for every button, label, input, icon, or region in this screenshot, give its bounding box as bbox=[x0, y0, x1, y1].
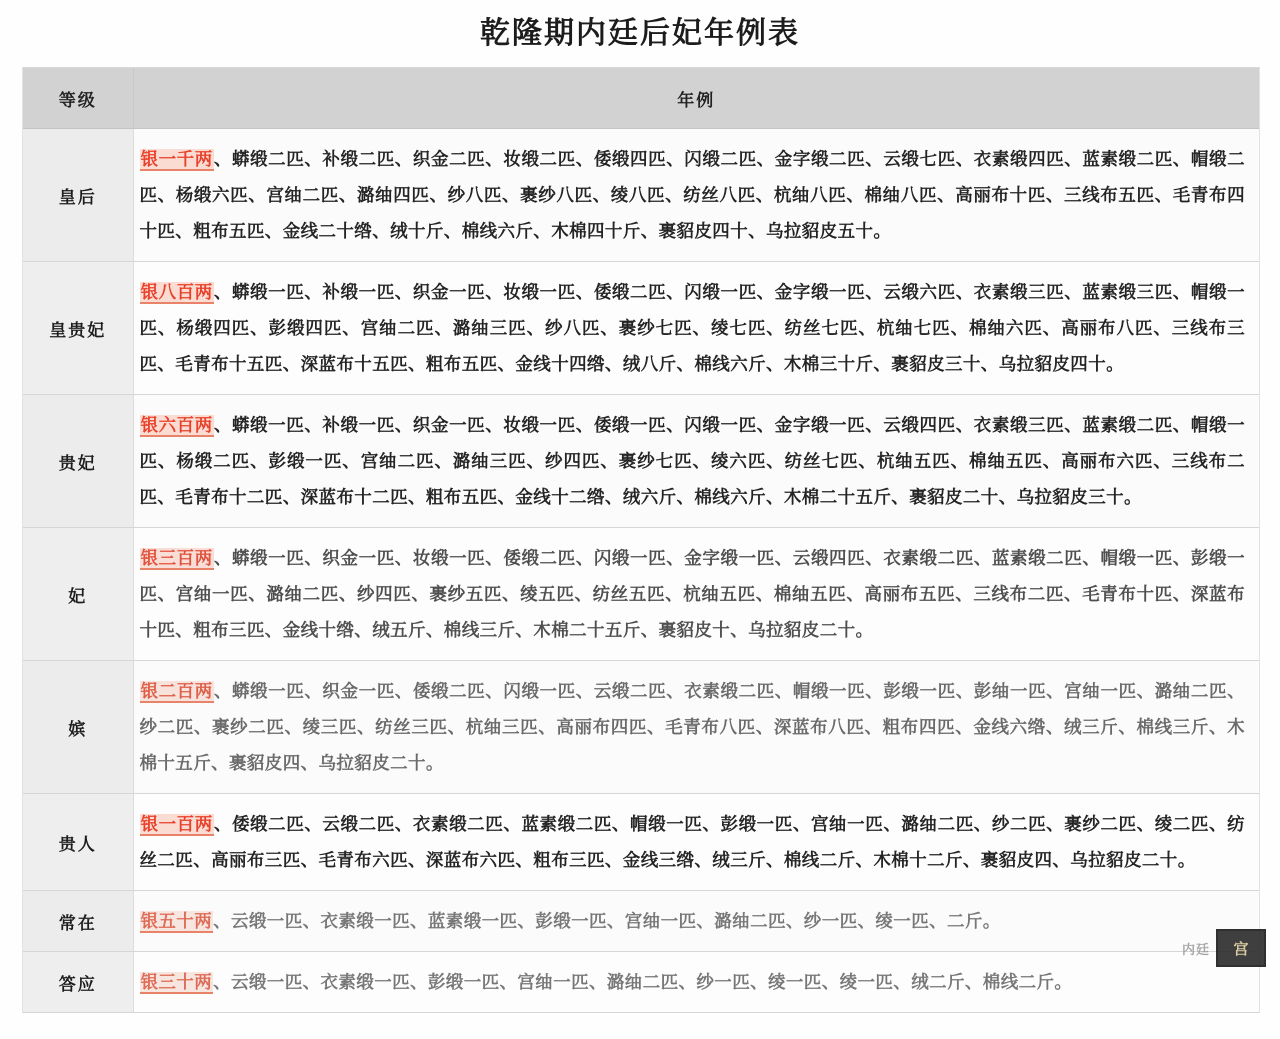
column-header-rank: 等级 bbox=[23, 68, 133, 129]
entry-cell bbox=[133, 661, 1259, 794]
silver-amount: 银二百两 bbox=[140, 681, 213, 701]
entry-cell bbox=[133, 129, 1259, 262]
watermark-logo-icon: 宫 bbox=[1216, 929, 1266, 967]
table-row bbox=[23, 952, 1259, 1013]
rank-cell: 常在 bbox=[23, 891, 133, 952]
silver-amount: 银三十两 bbox=[140, 972, 213, 992]
entry-text: 、蟒缎二匹、补缎二匹、织金二匹、妆缎二匹、倭缎四匹、闪缎二匹、金字缎二匹、云缎七匹、衣素缎四匹、蓝素缎二匹、帽缎二匹、杨缎六匹、宫䌷二匹、潞䌷四匹、纱八匹、裹纱八匹、绫八匹、纺丝八匹、杭䌷八匹、棉䌷八匹、高丽布十匹、三线布五匹、毛青布四十匹、粗布五匹、金线二十绺、绒十斤、棉线六斤、木棉四十斤、裹貂皮四十、乌拉貂皮五十。 bbox=[139, 149, 1245, 241]
entry-text: 、倭缎二匹、云缎二匹、衣素缎二匹、蓝素缎二匹、帽缎一匹、彭缎一匹、宫䌷一匹、潞䌷二匹、纱二匹、裹纱二匹、绫二匹、纺丝二匹、高丽布三匹、毛青布六匹、深蓝布六匹、粗布三匹、金线三绺、绒三斤、棉线二斤、木棉十二斤、裹貂皮四、乌拉貂皮二十。 bbox=[139, 814, 1245, 870]
table-row bbox=[23, 528, 1259, 661]
table-header-row bbox=[23, 68, 1259, 129]
entry-cell bbox=[133, 952, 1259, 1013]
silver-amount: 银五十两 bbox=[140, 911, 213, 931]
rank-cell: 皇贵妃 bbox=[23, 262, 133, 395]
annual-allowance-table bbox=[23, 68, 1259, 1013]
page-title: 乾隆期内廷后妃年例表 bbox=[480, 17, 800, 50]
entry-text: 、蟒缎一匹、补缎一匹、织金一匹、妆缎一匹、倭缎二匹、闪缎一匹、金字缎一匹、云缎六匹、衣素缎三匹、蓝素缎三匹、帽缎一匹、杨缎四匹、彭缎四匹、宫䌷二匹、潞䌷三匹、纱八匹、裹纱七匹、绫七匹、纺丝七匹、杭䌷七匹、棉䌷六匹、高丽布八匹、三线布三匹、毛青布十五匹、深蓝布十五匹、粗布五匹、金线十四绺、绒八斤、棉线六斤、木棉三十斤、裹貂皮三十、乌拉貂皮四十。 bbox=[139, 282, 1245, 374]
table-header bbox=[23, 68, 1259, 129]
entry-text: 、蟒缎一匹、织金一匹、妆缎一匹、倭缎二匹、闪缎一匹、金字缎一匹、云缎四匹、衣素缎二匹、蓝素缎二匹、帽缎一匹、彭缎一匹、宫䌷一匹、潞䌷二匹、纱四匹、裹纱五匹、绫五匹、纺丝五匹、杭䌷五匹、棉䌷五匹、高丽布五匹、三线布二匹、毛青布十匹、深蓝布十匹、粗布三匹、金线十绺、绒五斤、棉线三斤、木棉二十五斤、裹貂皮十、乌拉貂皮二十。 bbox=[139, 548, 1245, 640]
silver-amount: 银六百两 bbox=[140, 415, 213, 435]
watermark bbox=[1182, 929, 1266, 967]
entry-text: 、蟒缎一匹、补缎一匹、织金一匹、妆缎一匹、倭缎一匹、闪缎一匹、金字缎一匹、云缎四匹、衣素缎三匹、蓝素缎二匹、帽缎一匹、杨缎二匹、彭缎一匹、宫䌷二匹、潞䌷三匹、纱四匹、裹纱七匹、绫六匹、纺丝七匹、杭䌷五匹、棉䌷五匹、高丽布六匹、三线布二匹、毛青布十二匹、深蓝布十二匹、粗布五匹、金线十二绺、绒六斤、棉线六斤、木棉二十五斤、裹貂皮二十、乌拉貂皮三十。 bbox=[139, 415, 1245, 507]
entry-text: 、云缎一匹、衣素缎一匹、蓝素缎一匹、彭缎一匹、宫䌷一匹、潞䌷二匹、纱一匹、绫一匹、二斤。 bbox=[213, 911, 1001, 931]
table-row bbox=[23, 794, 1259, 891]
table-body bbox=[23, 129, 1259, 1013]
rank-cell: 贵人 bbox=[23, 794, 133, 891]
silver-amount: 银八百两 bbox=[140, 282, 213, 302]
entry-cell bbox=[133, 262, 1259, 395]
table-row bbox=[23, 129, 1259, 262]
rank-cell: 妃 bbox=[23, 528, 133, 661]
table-row bbox=[23, 262, 1259, 395]
entry-cell bbox=[133, 891, 1259, 952]
entry-cell bbox=[133, 794, 1259, 891]
rank-cell: 贵妃 bbox=[23, 395, 133, 528]
silver-amount: 银一千两 bbox=[140, 149, 213, 169]
column-header-entry: 年例 bbox=[133, 68, 1259, 129]
silver-amount: 银一百两 bbox=[140, 814, 213, 834]
entry-cell bbox=[133, 395, 1259, 528]
silver-amount: 银三百两 bbox=[140, 548, 213, 568]
entry-cell bbox=[133, 528, 1259, 661]
rank-cell: 答应 bbox=[23, 952, 133, 1013]
table-row bbox=[23, 395, 1259, 528]
entry-text: 、云缎一匹、衣素缎一匹、彭缎一匹、宫䌷一匹、潞䌷二匹、纱一匹、绫一匹、绫一匹、绒二斤、棉线二斤。 bbox=[213, 972, 1073, 992]
entry-text: 、蟒缎一匹、织金一匹、倭缎二匹、闪缎一匹、云缎二匹、衣素缎二匹、帽缎一匹、彭缎一匹、彭䌷一匹、宫䌷一匹、潞䌷二匹、纱二匹、裹纱二匹、绫三匹、纺丝三匹、杭䌷三匹、高丽布四匹、毛青布八匹、深蓝布八匹、粗布四匹、金线六绺、绒三斤、棉线三斤、木棉十五斤、裹貂皮四、乌拉貂皮二十。 bbox=[139, 681, 1245, 773]
rank-cell: 皇后 bbox=[23, 129, 133, 262]
rank-cell: 嫔 bbox=[23, 661, 133, 794]
table-row bbox=[23, 661, 1259, 794]
table-row bbox=[23, 891, 1259, 952]
watermark-text: 内廷 bbox=[1181, 941, 1210, 957]
table-container bbox=[22, 67, 1260, 1013]
